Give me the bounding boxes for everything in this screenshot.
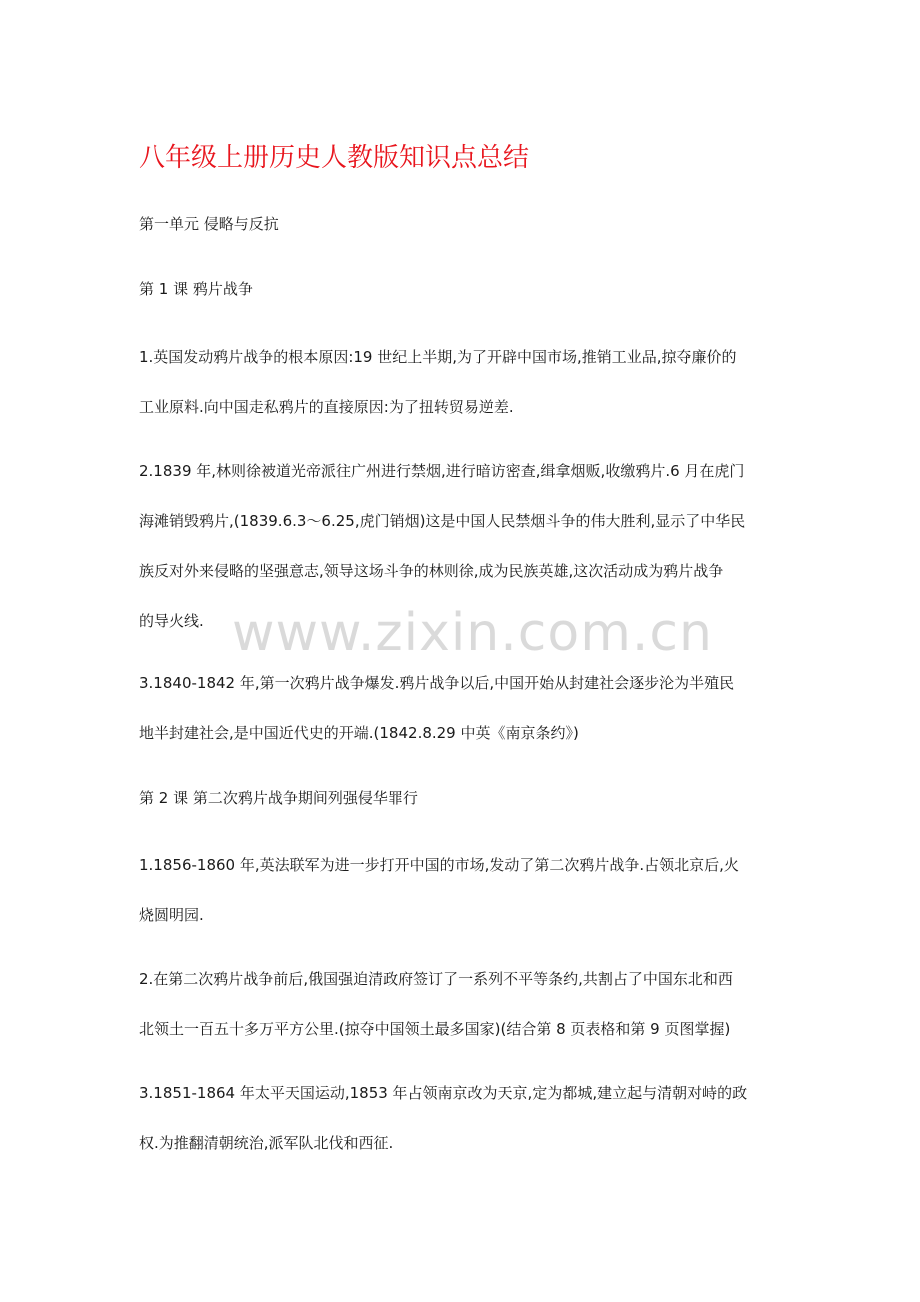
unit-heading: 第一单元 侵略与反抗: [139, 215, 279, 233]
lesson-2-item-1: [139, 840, 799, 940]
text-line: 族反对外来侵略的坚强意志,领导这场斗争的林则徐,成为民族英雄,这次活动成为鸦片战争: [139, 562, 724, 580]
text-line: 烧圆明园.: [139, 906, 204, 924]
lesson-1-item-3: [139, 658, 799, 758]
text-line: 1.英国发动鸦片战争的根本原因:19 世纪上半期,为了开辟中国市场,推销工业品,掠夺廉价的: [139, 348, 737, 366]
text-line: 海滩销毁鸦片,(1839.6.3～6.25,虎门销烟)这是中国人民禁烟斗争的伟大胜利,显示了中华民: [139, 512, 746, 530]
text-line: 权.为推翻清朝统治,派军队北伐和西征.: [139, 1134, 394, 1152]
text-line: 1.1856-1860 年,英法联军为进一步打开中国的市场,发动了第二次鸦片战争.占领北京后,火: [139, 856, 739, 874]
text-line: 2.在第二次鸦片战争前后,俄国强迫清政府签订了一系列不平等条约,共割占了中国东北和西: [139, 970, 733, 988]
text-line: 地半封建社会,是中国近代史的开端.(1842.8.29 中英《南京条约》): [139, 724, 579, 742]
lesson-2-item-2: [139, 954, 799, 1054]
text-line: 3.1840-1842 年,第一次鸦片战争爆发.鸦片战争以后,中国开始从封建社会逐步沦为半殖民: [139, 674, 735, 692]
text-line: 北领土一百五十多万平方公里.(掠夺中国领土最多国家)(结合第 8 页表格和第 9 页图掌握): [139, 1020, 731, 1038]
watermark: www.zixin.com.cn: [232, 603, 713, 663]
text-line: 的导火线.: [139, 612, 204, 630]
lesson-1-item-1: [139, 332, 799, 432]
text-line: 2.1839 年,林则徐被道光帝派往广州进行禁烟,进行暗访密查,缉拿烟贩,收缴鸦片.6 月在虎门: [139, 462, 745, 480]
lesson-1-heading: 第 1 课 鸦片战争: [139, 280, 253, 298]
lesson-2-item-3: [139, 1068, 799, 1168]
text-line: 3.1851-1864 年太平天国运动,1853 年占领南京改为天京,定为都城,建立起与清朝对峙的政: [139, 1084, 748, 1102]
lesson-2-heading: 第 2 课 第二次鸦片战争期间列强侵华罪行: [139, 789, 418, 807]
document-title: 八年级上册历史人教版知识点总结: [139, 143, 530, 173]
text-line: 工业原料.向中国走私鸦片的直接原因:为了扭转贸易逆差.: [139, 398, 514, 416]
